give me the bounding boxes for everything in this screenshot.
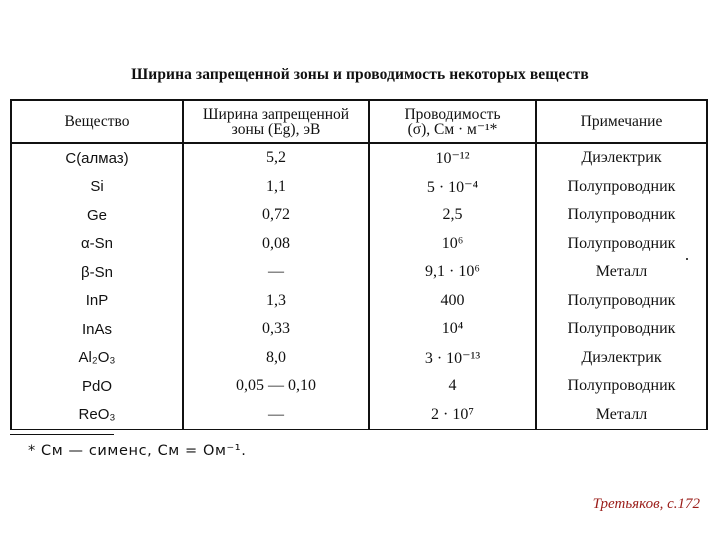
cell-substance: Ge [11,201,183,230]
header-band-gap [183,100,369,143]
cell-substance: ReO₃ [11,401,183,430]
cell-note: Полупроводник [536,287,707,316]
table-row [11,230,707,259]
cell-band-gap: 0,05 — 0,10 [183,372,369,401]
table-row [11,344,707,373]
table-row [11,315,707,344]
table-row [11,143,707,173]
header-conductivity [369,100,536,143]
cell-conductivity: 9,1 · 10⁶ [369,258,536,287]
cell-conductivity: 10⁻¹² [369,143,536,173]
cell-conductivity: 5 · 10⁻⁴ [369,173,536,202]
cell-substance: C(алмаз) [11,143,183,173]
cell-band-gap: — [183,258,369,287]
cell-band-gap: 0,72 [183,201,369,230]
cell-conductivity: 10⁶ [369,230,536,259]
header-conductivity-line2: (σ), См · м⁻¹* [407,120,498,138]
cell-band-gap: 0,08 [183,230,369,259]
table-row [11,173,707,202]
cell-note: Полупроводник [536,201,707,230]
cell-band-gap: 0,33 [183,315,369,344]
cell-substance: Si [11,173,183,202]
header-note: Примечание [536,100,707,143]
cell-note: Диэлектрик [536,344,707,373]
cell-note: Диэлектрик [536,143,707,173]
cell-note: Полупроводник [536,230,707,259]
cell-conductivity: 4 [369,372,536,401]
table-row [11,287,707,316]
cell-note: Металл [536,401,707,430]
cell-band-gap: — [183,401,369,430]
cell-note: Полупроводник [536,372,707,401]
cell-band-gap: 1,3 [183,287,369,316]
cell-substance: α-Sn [11,230,183,259]
header-band-gap-line2: зоны (Eg), эВ [231,120,321,138]
table-row [11,258,707,287]
header-conductivity-line1: Проводимость [404,105,501,123]
cell-conductivity: 10⁴ [369,315,536,344]
table-row [11,201,707,230]
table-row [11,401,707,430]
cell-note: Полупроводник [536,315,707,344]
header-band-gap-line1: Ширина запрещенной [202,105,350,123]
cell-substance: Al₂O₃ [11,344,183,373]
cell-band-gap: 1,1 [183,173,369,202]
header-substance: Вещество [11,100,183,143]
scan-speck [686,258,688,260]
document-title: Ширина запрещенной зоны и проводимость некоторых веществ [131,66,589,83]
cell-band-gap: 8,0 [183,344,369,373]
cell-conductivity: 400 [369,287,536,316]
cell-conductivity: 2,5 [369,201,536,230]
cell-substance: β-Sn [11,258,183,287]
cell-conductivity: 2 · 10⁷ [369,401,536,430]
cell-substance: PdO [11,372,183,401]
cell-note: Полупроводник [536,173,707,202]
cell-substance: InP [11,287,183,316]
footnote-rule [10,434,114,435]
source-citation: Третьяков, с.172 [592,496,700,512]
footnote: * См — сименс, См = Ом⁻¹. [28,443,247,459]
table-header-row [11,100,707,143]
table-row [11,372,707,401]
cell-note: Металл [536,258,707,287]
cell-substance: InAs [11,315,183,344]
cell-band-gap: 5,2 [183,143,369,173]
data-table [10,99,708,430]
cell-conductivity: 3 · 10⁻¹³ [369,344,536,373]
